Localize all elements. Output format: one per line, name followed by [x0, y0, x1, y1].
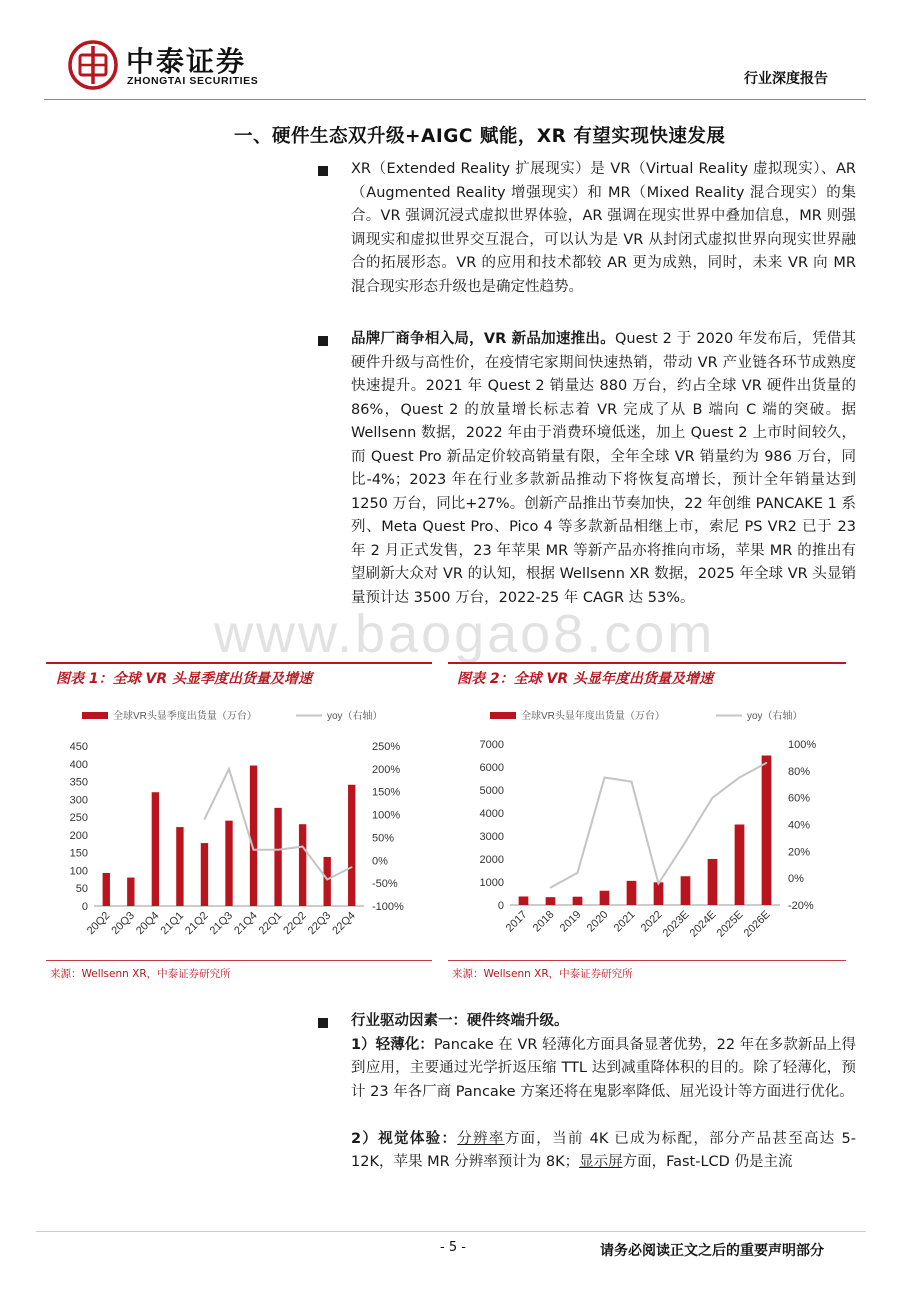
bar-20Q4 [152, 792, 159, 906]
y-axis-tick-label: 100 [69, 865, 88, 878]
y-axis-tick-label: 6000 [479, 762, 504, 774]
y2-axis-tick-label: 40% [788, 819, 811, 832]
legend-swatch-bar [82, 712, 108, 719]
y-axis-tick-label: 7000 [479, 739, 504, 751]
y-axis-tick-label: 300 [69, 794, 88, 807]
y2-axis-tick-label: 100% [788, 739, 817, 751]
bar-21Q4 [250, 766, 257, 906]
y2-axis-tick-label: 250% [372, 741, 401, 753]
x-axis-tick-label: 2023E [660, 908, 692, 940]
chart-quarterly-shipments [46, 695, 432, 957]
paragraph-vr-products [351, 328, 856, 610]
paragraph-lead: 品牌厂商争相入局，VR 新品加速推出。 [351, 331, 615, 347]
figure-bottom-rule [46, 960, 432, 961]
legend-label: yoy（右轴） [327, 711, 383, 722]
section-title: 一、硬件生态双升级+AIGC 赋能，XR 有望实现快速发展 [234, 126, 726, 147]
y-axis-tick-label: 5000 [479, 785, 504, 797]
x-axis-tick-label: 22Q1 [256, 909, 285, 938]
y2-axis-tick-label: 60% [788, 792, 811, 805]
x-axis-tick-label: 20Q3 [109, 909, 137, 938]
company-logo-icon [68, 40, 118, 90]
x-axis-tick-label: 21Q1 [158, 909, 187, 938]
y-axis-tick-label: 4000 [479, 808, 504, 820]
bar-2025E [735, 825, 745, 906]
legend-label: yoy（右轴） [747, 711, 803, 722]
x-axis-tick-label: 2020 [584, 908, 611, 935]
figure-top-rule [46, 662, 432, 664]
y2-axis-tick-label: 0% [788, 873, 804, 886]
bar-2026E [762, 756, 772, 906]
bar-2024E [708, 859, 718, 905]
subpoint-body: Pancake 在 VR 轻薄化方面具备显著优势，22 年在多款新品上得到应用，主要通过光学折返压缩 TTL 达到减重降体积的目的。除了轻薄化，预计 23 年各厂商 Pancake 方案还将在鬼影率降低、屈光设计等方面进行优化。 [351, 1036, 856, 1100]
y2-axis-tick-label: -50% [372, 878, 398, 891]
y-axis-tick-label: 350 [69, 776, 88, 789]
bar-22Q3 [324, 857, 331, 906]
y-axis-tick-label: 0 [81, 901, 88, 913]
yoy-line [551, 763, 767, 888]
brand-name-en: ZHONGTAI SECURITIES [127, 75, 259, 87]
x-axis-tick-label: 22Q2 [281, 909, 309, 938]
legend-label: 全球VR头显季度出货量（万台） [113, 711, 257, 722]
footer-disclaimer: 请务必阅读正文之后的重要声明部分 [600, 1243, 824, 1259]
figure-2-source: 来源：Wellsenn XR，中泰证券研究所 [452, 968, 633, 980]
chart-annual-shipments [448, 695, 846, 957]
y-axis-tick-label: 450 [69, 741, 88, 753]
brand-name-cn: 中泰证券 [126, 45, 247, 78]
paragraph-hardware-drivers [351, 1010, 856, 1175]
paragraph-body: Quest 2 于 2020 年发布后，凭借其硬件升级与高性价，在疫情宅家期间快速热销，带动 VR 产业链各环节成熟度快速提升。2021 年 Quest 2 销量达 880 万台，约占全球 VR 硬件出货量的 86%，Quest 2 的放量增长标志着 VR 完成了从 B 端向 C 端的突破。据 Wellsenn 数据，2022 年由于消费环境低迷，加上 Quest 2 上市时间较久，而 Quest Pro 新品定价较高销量有限，全年全球 VR 销量约为 986 万台，同比-4%；2023 年在行业多款新品推动下将恢复高增长，预计全年销量达到 1250 万台，同比+27%。创新产品推出节奏加快，22 年创维 PANCAKE 1 系列、Meta Quest Pro、Pico 4 等多款新品相继上市，索尼 PS VR2 已于 23 年 2 月正式发售，23 年苹果 MR 等新产品亦将推向市场，苹果 MR 的推出有望刷新大众对 VR 的认知，根据 Wellsenn XR 数据，2025 年全球 VR 头显销量预计达 3500 万台，2022-25 年 CAGR 达 53%。 [351, 331, 856, 606]
y2-axis-tick-label: -20% [788, 900, 814, 912]
x-axis-tick-label: 21Q2 [183, 909, 211, 938]
subpoint-lead: 1）轻薄化： [351, 1036, 434, 1053]
y2-axis-tick-label: 50% [372, 832, 395, 845]
underlined-term: 分辨率 [457, 1130, 505, 1147]
bar-21Q3 [225, 821, 232, 906]
y2-axis-tick-label: 80% [788, 765, 811, 778]
bar-21Q2 [201, 843, 208, 906]
x-axis-tick-label: 21Q3 [207, 909, 236, 938]
legend-label: 全球VR头显年度出货量（万台） [521, 711, 665, 722]
bar-22Q4 [348, 785, 355, 906]
x-axis-tick-label: 20Q2 [84, 909, 113, 938]
x-axis-tick-label: 2021 [611, 908, 638, 935]
y-axis-tick-label: 250 [69, 812, 88, 825]
x-axis-tick-label: 2025E [714, 908, 746, 940]
footer-divider [36, 1231, 866, 1232]
figure-1-title: 图表 1：全球 VR 头显季度出货量及增速 [56, 671, 312, 687]
bar-22Q2 [299, 824, 306, 906]
bar-2021 [627, 881, 637, 905]
x-axis-tick-label: 2024E [687, 908, 719, 940]
page-number: - 5 - [440, 1240, 466, 1255]
y2-axis-tick-label: 100% [372, 809, 401, 822]
paragraph-lead: 行业驱动因素一：硬件终端升级。 [351, 1013, 569, 1029]
legend-swatch-bar [490, 712, 516, 719]
bar-2023E [681, 876, 691, 905]
bar-2018 [546, 897, 556, 905]
bar-22Q1 [274, 808, 281, 906]
y-axis-tick-label: 3000 [479, 831, 504, 843]
subpoint-body: 方面，当前 4K 已成为标配，部分产品甚至高达 5-12K，苹果 MR 分辨率预计为 8K； [351, 1130, 856, 1170]
bullet-marker [318, 1018, 328, 1028]
y-axis-tick-label: 2000 [479, 854, 504, 866]
x-axis-tick-label: 2026E [741, 908, 773, 940]
bar-2020 [600, 891, 610, 905]
x-axis-tick-label: 22Q3 [305, 909, 334, 938]
y-axis-tick-label: 1000 [479, 877, 504, 889]
figure-2-title: 图表 2：全球 VR 头显年度出货量及增速 [457, 671, 713, 687]
x-axis-tick-label: 20Q4 [133, 909, 162, 938]
bar-20Q2 [103, 873, 110, 906]
figure-bottom-rule [448, 960, 846, 961]
y-axis-tick-label: 50 [75, 883, 88, 896]
y2-axis-tick-label: 0% [372, 855, 388, 868]
bar-2017 [519, 896, 529, 905]
x-axis-tick-label: 2019 [557, 908, 584, 935]
x-axis-tick-label: 2017 [503, 908, 530, 935]
y-axis-tick-label: 200 [69, 829, 88, 842]
y2-axis-tick-label: 200% [372, 763, 401, 776]
y2-axis-tick-label: 20% [788, 846, 811, 859]
header-divider [44, 99, 866, 100]
y-axis-tick-label: 150 [69, 847, 88, 860]
x-axis-tick-label: 22Q4 [330, 909, 358, 938]
bar-2022 [654, 882, 664, 905]
watermark: www.baogao8.com [214, 604, 716, 664]
x-axis-tick-label: 2022 [638, 908, 665, 935]
y-axis-tick-label: 0 [497, 900, 504, 912]
y2-axis-tick-label: -100% [372, 901, 404, 913]
x-axis-tick-label: 2018 [530, 908, 557, 935]
y2-axis-tick-label: 150% [372, 786, 401, 799]
subpoint-body: 方面，Fast-LCD 仍是主流 [622, 1154, 793, 1170]
y-axis-tick-label: 400 [69, 758, 88, 771]
bullet-marker [318, 166, 328, 176]
bar-21Q1 [176, 827, 183, 906]
bar-2019 [573, 897, 583, 905]
bullet-marker [318, 336, 328, 346]
figure-top-rule [448, 662, 846, 664]
bar-20Q3 [127, 878, 134, 906]
report-type-label: 行业深度报告 [744, 71, 828, 87]
figure-1-source: 来源：Wellsenn XR，中泰证券研究所 [50, 968, 231, 980]
x-axis-tick-label: 21Q4 [232, 909, 260, 938]
paragraph-xr-definition: XR（Extended Reality 扩展现实）是 VR（Virtual Reality 虚拟现实）、AR（Augmented Reality 增强现实）和 MR（Mixed Reality 混合现实）的集合。VR 强调沉浸式虚拟世界体验，AR 强调在现实世界中叠加信息，MR 则强调现实和虚拟世界交互混合，可以认为是 VR 从封闭式虚拟世界向现实世界融合的拓展形态。VR 的应用和技术都较 AR 更为成熟，同时，未来 VR 向 MR 混合现实形态升级也是确定性趋势。 [351, 161, 856, 295]
subpoint-lead: 2）视觉体验： [351, 1130, 458, 1147]
underlined-term: 显示屏 [579, 1154, 623, 1170]
